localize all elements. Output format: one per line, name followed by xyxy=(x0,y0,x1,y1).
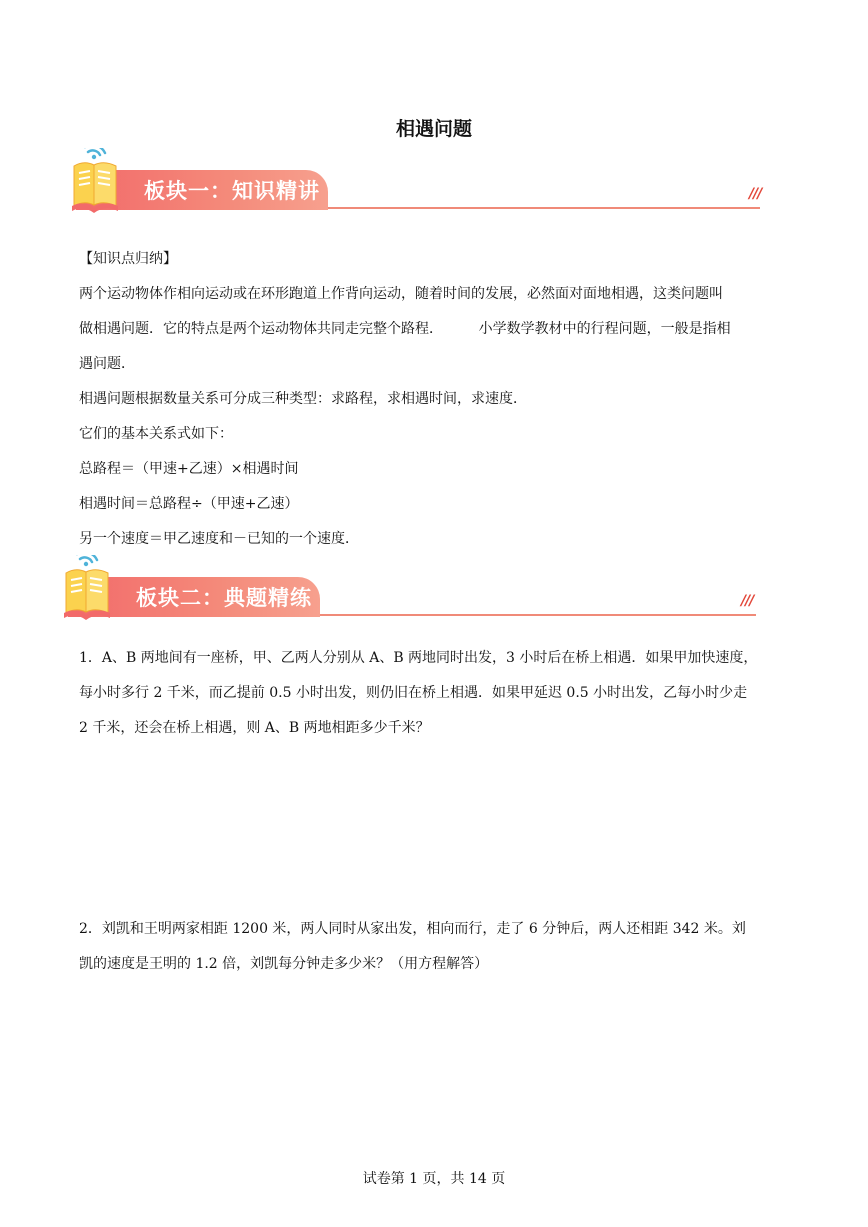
banner-rule xyxy=(320,614,756,616)
formula-total-distance: 总路程＝（甲速+乙速）×相遇时间 xyxy=(79,461,299,477)
question-line: 凯的速度是王明的 1.2 倍，刘凯每分钟走多少米？（用方程解答） xyxy=(79,956,489,972)
formula-other-speed: 另一个速度＝甲乙速度和－已知的一个速度． xyxy=(79,531,359,547)
question-line: 每小时多行 2 千米，而乙提前 0.5 小时出发，则仍旧在桥上相遇．如果甲延迟 0.5 小时出发，乙每小时少走 xyxy=(79,685,748,701)
open-book-icon xyxy=(46,148,130,214)
summary-line: 两个运动物体作相向运动或在环形跑道上作背向运动，随着时间的发展，必然面对面地相遇，这类问题叫 xyxy=(79,286,723,302)
section-banner-1 xyxy=(46,148,776,212)
summary-line: 做相遇问题．它的特点是两个运动物体共同走完整个路程． 小学数学教材中的行程问题，一般是指相 xyxy=(79,321,731,337)
question-line: 1．A、B 两地间有一座桥，甲、乙两人分别从 A、B 两地同时出发，3 小时后在桥上相遇．如果甲加快速度， xyxy=(79,650,758,666)
page-title: 相遇问题 xyxy=(395,118,472,140)
banner-rule xyxy=(328,207,760,209)
section-banner-2 xyxy=(38,555,768,619)
section-1-title: 板块一：知识精讲 xyxy=(144,179,320,203)
question-2 xyxy=(79,912,792,982)
summary-line: 遇问题． xyxy=(79,356,135,372)
slashes-icon: /// xyxy=(749,186,762,202)
question-1 xyxy=(79,641,792,746)
open-book-icon xyxy=(38,555,122,621)
question-line: 2 千米，还会在桥上相遇，则 A、B 两地相距多少千米？ xyxy=(79,720,430,736)
slashes-icon: /// xyxy=(741,593,754,609)
summary-heading: 【知识点归纳】 xyxy=(79,251,177,267)
question-line: 2．刘凯和王明两家相距 1200 米，两人同时从家出发，相向而行，走了 6 分钟后，两人还相距 342 米。刘 xyxy=(79,921,746,937)
summary-line: 它们的基本关系式如下： xyxy=(79,426,233,442)
summary-line: 相遇问题根据数量关系可分成三种类型：求路程，求相遇时间，求速度． xyxy=(79,391,527,407)
knowledge-summary xyxy=(79,242,792,557)
formula-meeting-time: 相遇时间＝总路程÷（甲速+乙速） xyxy=(79,496,299,512)
page-footer: 试卷第 1 页，共 14 页 xyxy=(362,1171,506,1187)
section-2-title: 板块二：典题精练 xyxy=(136,586,312,610)
